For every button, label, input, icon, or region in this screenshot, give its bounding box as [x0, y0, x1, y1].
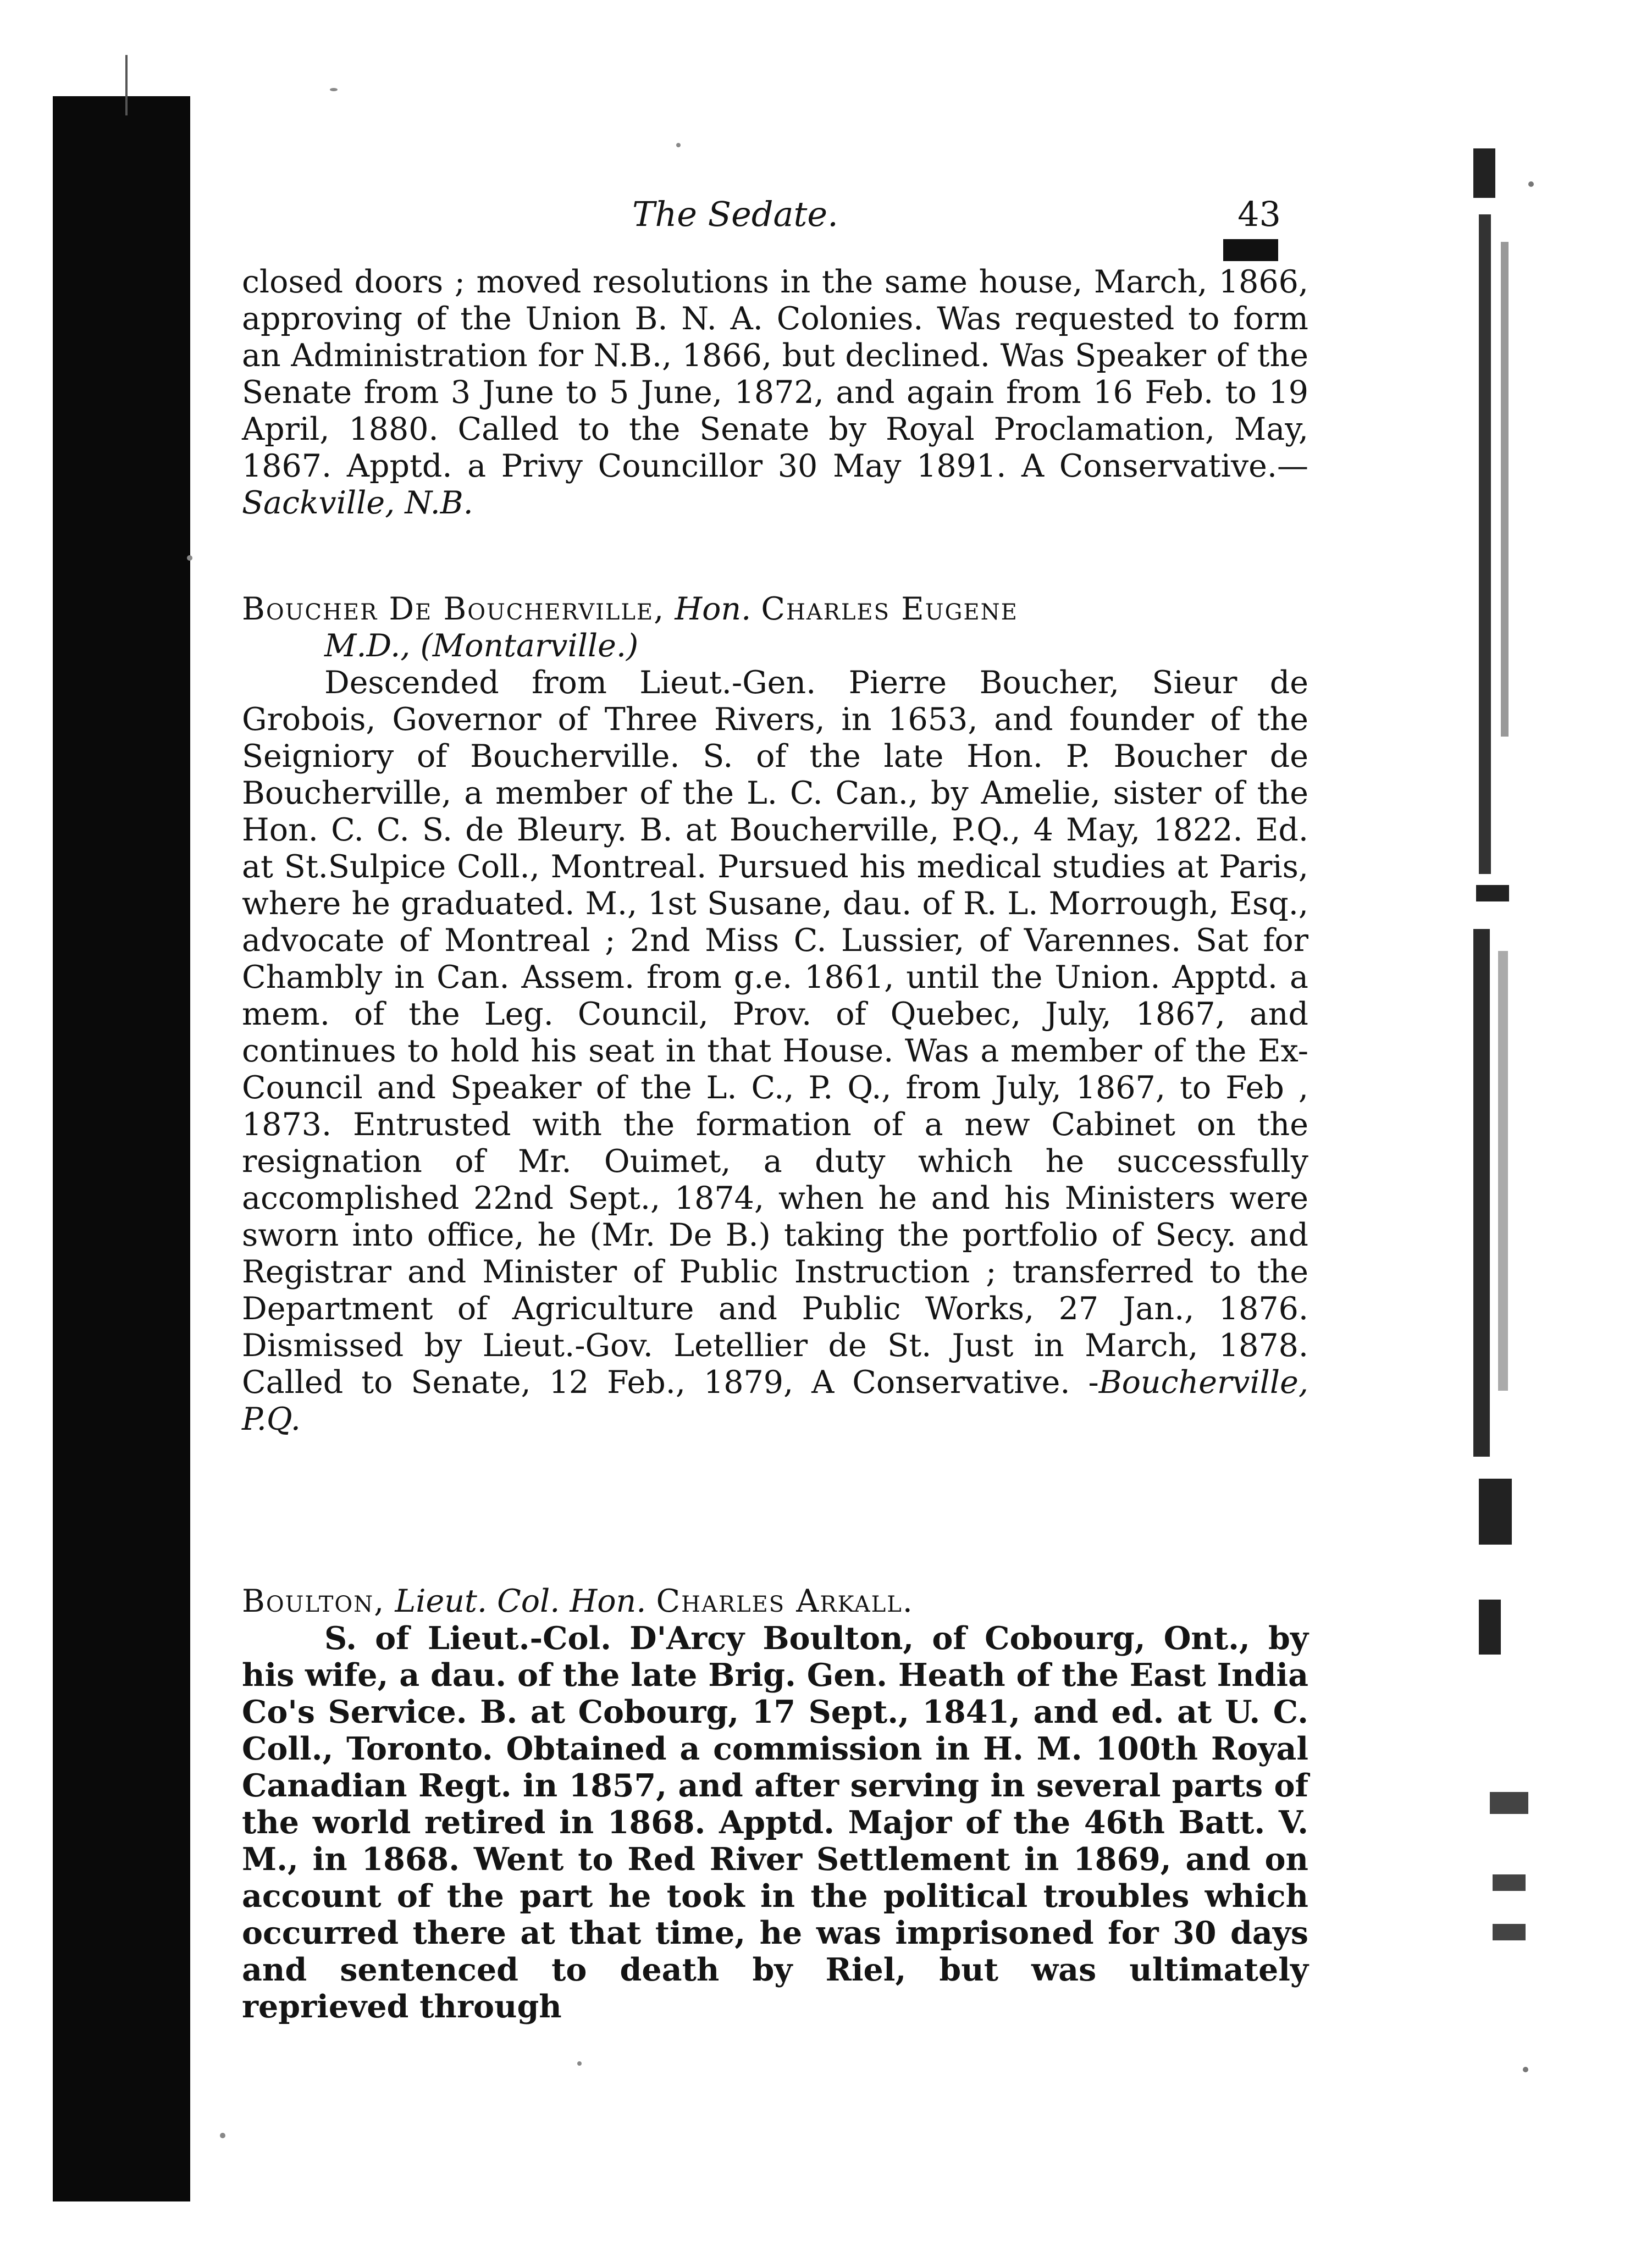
spine-edge-mark — [125, 55, 128, 115]
entry-boucherville — [242, 591, 1308, 1438]
right-edge-bleed — [1468, 115, 1578, 2160]
page-speck — [577, 2061, 582, 2066]
entry-given-names: Charles Arkall. — [656, 1583, 914, 1619]
page-speck — [220, 2133, 225, 2138]
entry-body: S. of Lieut.-Col. D'Arcy Boulton, of Cobourg, Ont., by his wife, a dau. of the late Brig. Gen. Heath of the East India Co's Service. B. at Cobourg, 17 Sept., 1841, and ed. at U. C. Coll., Toronto. Obtained a commission in H. M. 100th Royal Canadian Regt. in 1857, and after serving in several parts of the world retired in 1868. Apptd. Major of the 46th Batt. V. M., in 1868. Went to Red River Settlement in 1869, and on account of the part he took in the political troubles which occurred there at that time, he was imprisoned for 30 days and sentenced to death by Riel, but was ultimately reprieved through — [242, 1620, 1308, 2025]
entry-name: Boucher De Boucherville, — [242, 591, 665, 627]
entry-heading — [242, 1583, 1308, 1620]
entry-residence: Sackville, N.B. — [242, 485, 473, 521]
page-speck — [330, 88, 338, 91]
book-spine-shadow — [53, 96, 190, 2201]
page-number: 43 — [1237, 194, 1281, 234]
page-speck — [187, 555, 192, 561]
page-header — [632, 192, 1281, 253]
entry-body: closed doors ; moved resolutions in the same house, March, 1866, approving of the Union B. N. A. Colonies. Was requested to form an Administration for N.B., 1866, but declined. Was Speaker of the Senate from 3 June to 5 June, 1872, and again from 16 Feb. to 19 April, 1880. Called to the Senate by Royal Proclamation, May, 1867. Apptd. a Privy Councillor 30 May 1891. A Conservative.— — [242, 264, 1308, 484]
entry-boulton — [242, 1583, 1308, 2025]
entry-title: Lieut. Col. Hon. — [395, 1583, 647, 1619]
entry-body: Descended from Lieut.-Gen. Pierre Boucher, Sieur de Grobois, Governor of Three Rivers, in 1653, and founder of the Seigniory of Boucherville. S. of the late Hon. P. Boucher de Boucherville, a member of the L. C. Can., by Amelie, sister of the Hon. C. C. S. de Bleury. B. at Boucherville, P.Q., 4 May, 1822. Ed. at St.Sulpice Coll., Montreal. Pursued his medical studies at Paris, where he graduated. M., 1st Susane, dau. of R. L. Morrough, Esq., advocate of Montreal ; 2nd Miss C. Lussier, of Varennes. Sat for Chambly in Can. Assem. from g.e. 1861, until the Union. Apptd. a mem. of the Leg. Council, Prov. of Quebec, July, 1867, and continues to hold his seat in that House. Was a member of the Ex-Council and Speaker of the L. C., P. Q., from July, 1867, to Feb , 1873. Entrusted with the formation of a new Cabinet on the resignation of Mr. Ouimet, a duty which he successfully accomplished 22nd Sept., 1874, when he and his Ministers were sworn into office, he (Mr. De B.) taking the portfolio of Secy. and Registrar and Minister of Public Instruction ; transferred to the Department of Agriculture and Public Works, 27 Jan., 1876. Dismissed by Lieut.-Gov. Letellier de St. Just in March, 1878. Called to Senate, 12 Feb., 1879, A Conservative. - — [242, 665, 1308, 1401]
entry-heading — [242, 591, 1308, 628]
entry-given-names: Charles Eugene — [761, 591, 1018, 627]
entry-continuation — [242, 264, 1308, 522]
entry-name: Boulton, — [242, 1583, 385, 1619]
running-title: The Sedate. — [632, 194, 838, 234]
entry-residence: Boucherville, P.Q. — [242, 1364, 1308, 1437]
page-speck — [676, 143, 681, 147]
ink-blot — [1223, 239, 1278, 261]
entry-degree: M.D., (Montarville.) — [324, 628, 639, 664]
entry-title: Hon. — [675, 591, 752, 627]
